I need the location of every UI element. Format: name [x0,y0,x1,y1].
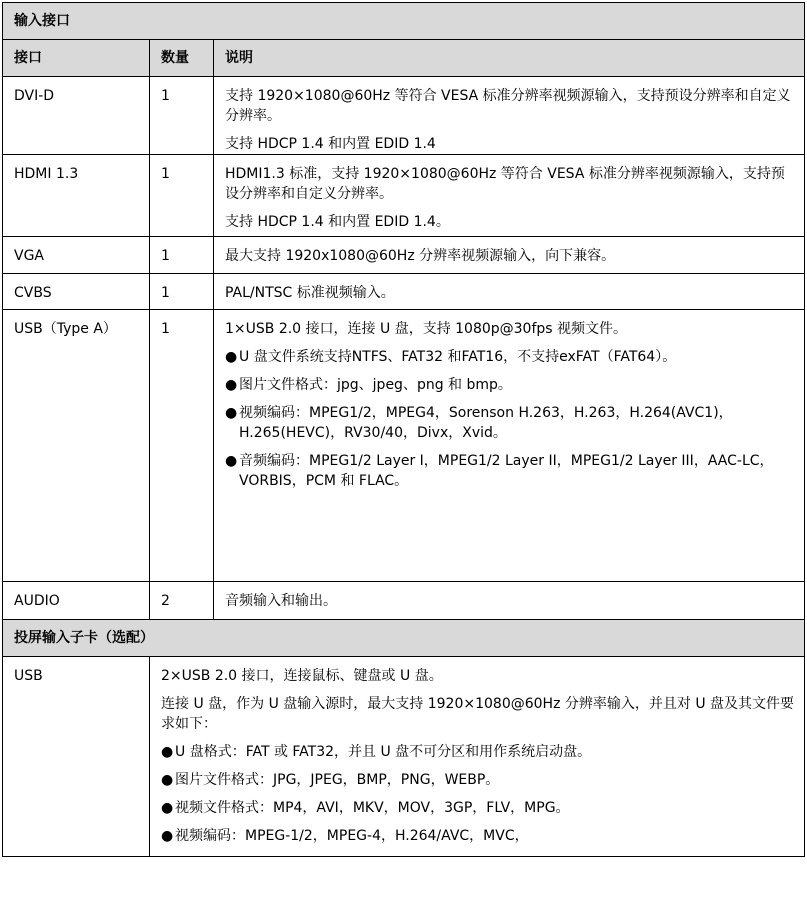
list-item [225,347,804,367]
bullet-icon: ● [225,405,238,421]
interface-quantity: 1 [150,237,214,274]
bullet-icon: ● [225,453,238,469]
interface-description [214,310,805,582]
feature-list [225,347,804,491]
list-item-text: 视频编码：MPEG-1/2，MPEG-4，H.264/AVC，MVC， [175,828,529,844]
table-row-audio [3,582,805,620]
interface-quantity: 1 [150,310,214,582]
interface-name: USB [3,657,150,857]
description-paragraph: 连接 U 盘，作为 U 盘输入源时，最大支持 1920×1080@60Hz 分辨率输入，并且对 U 盘及其文件要求如下： [161,696,795,732]
list-item-text: 图片文件格式：jpg、jpeg、png 和 bmp。 [239,377,512,393]
bullet-icon: ● [225,349,238,365]
list-item-text: 音频编码：MPEG1/2 Layer I，MPEG1/2 Layer II，MPEG1/2 Layer III，AAC-LC，VORBIS，PCM 和 FLAC。 [239,453,774,489]
section-header-casting-card [3,620,805,657]
table-row-usb-type-a [3,310,805,582]
description-paragraph: HDMI1.3 标准，支持 1920×1080@60Hz 等符合 VESA 标准分辨率视频源输入，支持预设分辨率和自定义分辨率。 [225,166,785,202]
interface-quantity: 1 [150,77,214,155]
bullet-icon: ● [161,772,174,788]
section-title: 输入接口 [3,3,805,40]
interface-description [214,237,805,274]
list-item-text: U 盘文件系统支持NTFS、FAT32 和FAT16，不支持exFAT（FAT64）。 [239,349,677,365]
bullet-icon: ● [225,377,238,393]
interface-description [214,274,805,310]
spec-table [2,2,805,857]
description-paragraph: 支持 HDCP 1.4 和内置 EDID 1.4 [225,136,436,152]
list-item [161,770,804,790]
column-header-interface: 接口 [3,40,150,77]
description-paragraph: 最大支持 1920x1080@60Hz 分辨率视频源输入，向下兼容。 [225,248,616,264]
list-item-text: 图片文件格式：JPG，JPEG，BMP，PNG，WEBP。 [175,772,500,788]
description-paragraph: 支持 HDCP 1.4 和内置 EDID 1.4。 [225,214,450,230]
table-row-hdmi [3,155,805,237]
interface-description [150,657,805,857]
bullet-icon: ● [161,744,174,760]
list-item-text: 视频文件格式：MP4，AVI，MKV，MOV，3GP，FLV，MPG。 [175,800,570,816]
interface-description [214,77,805,155]
interface-quantity: 2 [150,582,214,620]
description-paragraph: 支持 1920×1080@60Hz 等符合 VESA 标准分辨率视频源输入，支持预设分辨率和自定义分辨率。 [225,88,791,124]
list-item [161,798,804,818]
list-item [225,403,804,443]
feature-list [161,742,804,846]
table-row-cvbs [3,274,805,310]
table-header-row [3,40,805,77]
interface-name: VGA [3,237,150,274]
description-paragraph: 1×USB 2.0 接口，连接 U 盘，支持 1080p@30fps 视频文件。 [225,321,628,337]
list-item [161,742,804,762]
column-header-quantity: 数量 [150,40,214,77]
list-item [225,451,804,491]
list-item [161,826,804,846]
interface-description [214,155,805,237]
table-row-vga [3,237,805,274]
interface-name: HDMI 1.3 [3,155,150,237]
bullet-icon: ● [161,828,174,844]
column-header-description: 说明 [214,40,805,77]
interface-description [214,582,805,620]
section-title: 投屏输入子卡（选配） [3,620,805,657]
description-paragraph: PAL/NTSC 标准视频输入。 [225,285,395,301]
interface-quantity: 1 [150,274,214,310]
bullet-icon: ● [161,800,174,816]
list-item [225,375,804,395]
list-item-text: U 盘格式：FAT 或 FAT32，并且 U 盘不可分区和用作系统启动盘。 [175,744,592,760]
description-paragraph: 2×USB 2.0 接口，连接鼠标、键盘或 U 盘。 [161,668,443,684]
table-row-casting-usb [3,657,805,857]
list-item-text: 视频编码：MPEG1/2，MPEG4，Sorenson H.263，H.263，H.264(AVC1)，H.265(HEVC)，RV30/40，Divx，Xvid。 [239,405,733,441]
table-row-dvi-d [3,77,805,155]
interface-name: DVI-D [3,77,150,155]
description-paragraph: 音频输入和输出。 [225,593,337,609]
section-header-input-interfaces [3,3,805,40]
interface-quantity: 1 [150,155,214,237]
interface-name: CVBS [3,274,150,310]
interface-name: AUDIO [3,582,150,620]
interface-name: USB（Type A） [3,310,150,582]
